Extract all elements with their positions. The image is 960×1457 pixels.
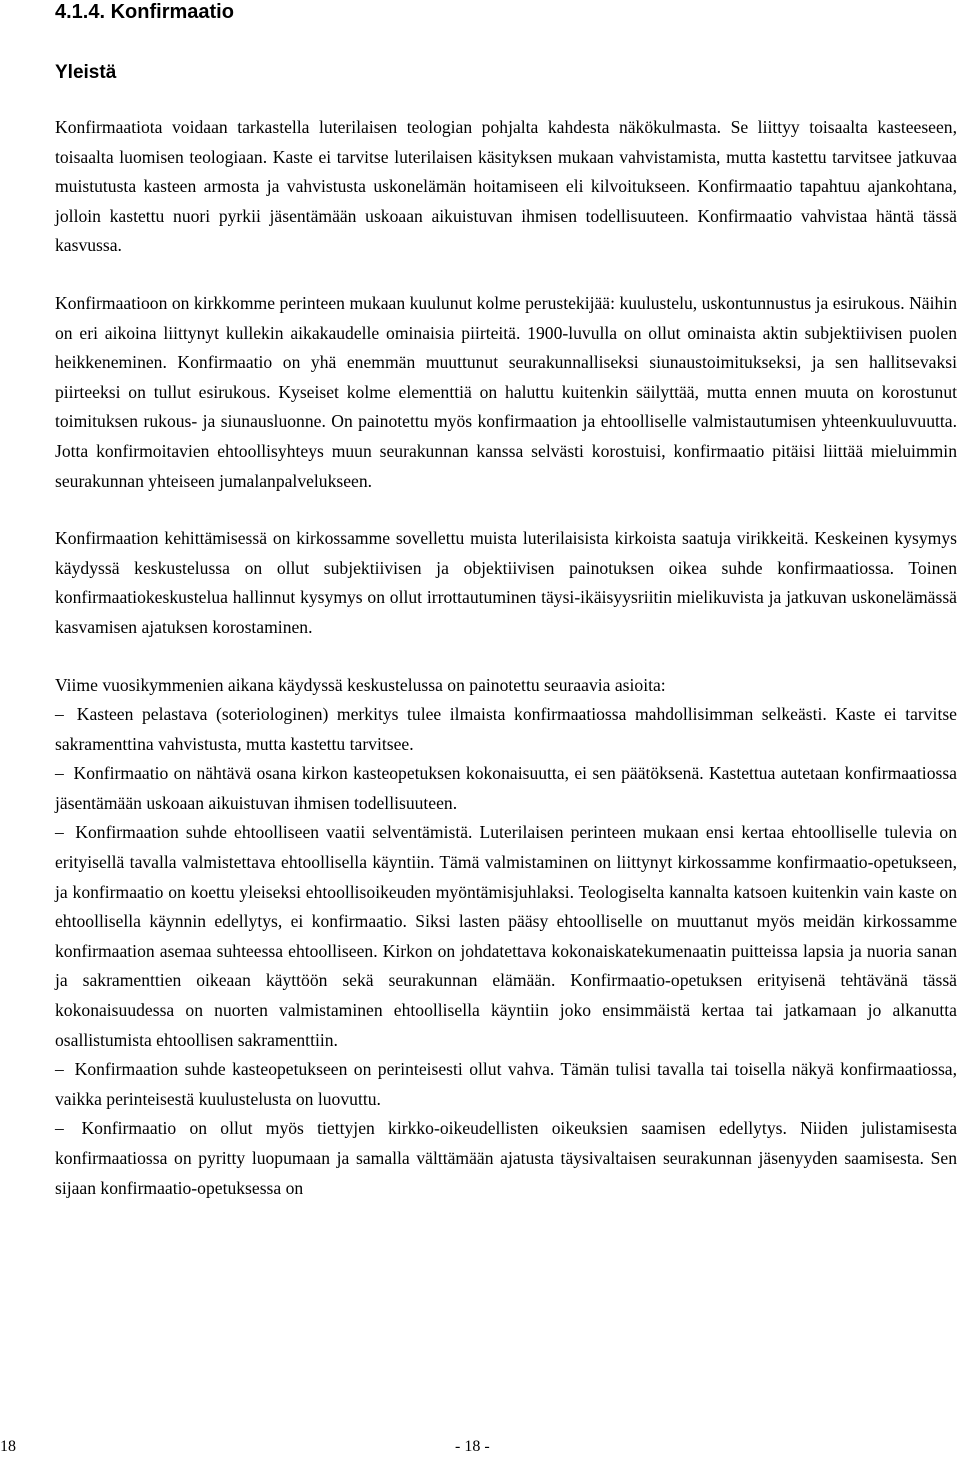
- list-item: [55, 1114, 957, 1203]
- list-item: [55, 818, 957, 1055]
- list-item: [55, 1055, 957, 1114]
- paragraph-1: Konfirmaatiota voidaan tarkastella luterilaisen teologian pohjalta kahdesta näkökulmasta. Se liittyy toisaalta kasteeseen, toisaalta luomisen teologiaan. Kaste ei tarvitse luterilaisen käsityksen mukaan vahvistamista, mutta kastettu tarvitsee jatkuvaa muistutusta kasteen armosta ja vahvistusta uskonelämän hoitamiseen eli kilvoitukseen. Konfirmaatio tapahtuu ajankohtana, jolloin kastettu nuori pyrkii jäsentämään uskoaan aikuistuvan ihmisen todellisuuteen. Konfirmaatio vahvistaa häntä tässä kasvussa.: [55, 117, 957, 256]
- list-item-text: Konfirmaation suhde ehtoolliseen vaatii selventämistä. Luterilaisen perinteen mukaan ensi kertaa ehtoolliselle tulevia on erityisellä tavalla valmistettava ehtoollisella käyntiin. Tämä valmistaminen on liittynyt kirkossamme konfirmaatio-opetukseen, ja konfirmaatio on koettu yleiseksi ehtoollisoikeuden myöntämisjuhlaksi. Teologiselta kannalta katsoen kuitenkin vain kaste on ehtoollisella käynnin edellytys, ei konfirmaatio. Siksi lasten pääsy ehtoolliselle on muuttanut myös meidän kirkossamme konfirmaation asemaa suhteessa ehtoolliseen. Kirkon on johdatettava kokonaiskatekumenaatin puitteissa lapsia ja nuoria sanan ja sakramenttien oikeaan käyttöön sekä seurakunnan elämään. Konfirmaatio-opetuksen erityisenä tehtävänä tässä kokonaisuudessa on nuorten valmistaminen ehtoollisella käyntiin joko ensimmäistä kertaa tai jatkamaan jo alkanutta osallistumista ehtoollisen sakramenttiin.: [55, 822, 957, 1050]
- sub-heading: Yleistä: [55, 62, 117, 83]
- dash-bullet: –: [55, 1118, 64, 1139]
- dash-bullet: –: [55, 763, 64, 784]
- list-item: [55, 700, 957, 759]
- list-item: [55, 759, 957, 818]
- footer-left-number: 18: [0, 1438, 16, 1455]
- body-text: [55, 113, 957, 1203]
- page-number: - 18 -: [455, 1438, 490, 1455]
- dash-bullet: –: [55, 822, 64, 843]
- dash-bullet: –: [55, 1059, 64, 1080]
- list-item-text: Konfirmaatio on ollut myös tiettyjen kirkko-oikeudellisten oikeuksien saamisen edellytys. Niiden julistamisesta konfirmaatiossa on pyritty luopumaan ja samalla välttämään ajatusta täysivaltaisen seurakunnan jäsenyyden saamisesta. Sen sijaan konfirmaatio-opetuksessa on: [55, 1118, 958, 1198]
- list-item-text: Konfirmaation suhde kasteopetukseen on perinteisesti ollut vahva. Tämän tulisi tavalla tai toisella näkyä konfirmaatiossa, vaikka perinteisestä kuulustelusta on luovuttu.: [55, 1059, 957, 1109]
- dash-bullet: –: [55, 704, 64, 725]
- paragraph-2: Konfirmaatioon on kirkkomme perinteen mukaan kuulunut kolme perustekijää: kuulustelu, uskontunnustus ja esirukous. Näihin on eri aikoina liittynyt kullekin aikakaudelle ominaisia piirteitä. 1900-luvulla on ollut ominaista aktin subjektiivisen puolen heikkeneminen. Konfirmaatio on yhä enemmän muuttunut seurakunnalliseksi siunaustoimitukseksi, ja sen hallitsevaksi piirteeksi on tullut esirukous. Kyseiset kolme elementtiä on haluttu kuitenkin säilyttää, mutta ennen muuta on korostunut toimituksen rukous- ja siunausluonne. On painotettu myös konfirmaation ja ehtoolliselle valmistautumisen yhteenkuuluvuutta. Jotta konfirmoitavien ehtoollisyhteys muun seurakunnan kanssa selvästi korostuisi, konfirmaatio pitäisi liittää mieluimmin seurakunnan yhteiseen jumalanpalvelukseen.: [55, 292, 957, 491]
- list-item-text: Konfirmaatio on nähtävä osana kirkon kasteopetuksen kokonaisuutta, ei sen päätöksenä. Kastettua autetaan konfirmaatiossa jäsentämään uskoaan aikuistuvan ihmisen todellisuuteen.: [55, 763, 957, 813]
- list-item-text: Kasteen pelastava (soteriologinen) merkitys tulee ilmaista konfirmaatiossa mahdollisimman selkeästi. Kaste ei tarvitse sakramenttina vahvistusta, mutta kastettu tarvitsee.: [55, 704, 957, 754]
- list-intro: Viime vuosikymmenien aikana käydyssä keskustelussa on painotettu seuraavia asioita:: [55, 674, 666, 695]
- paragraph-3: Konfirmaation kehittämisessä on kirkossamme sovellettu muista luterilaisista kirkoista saatuja virikkeitä. Keskeinen kysymys käydyssä keskustelussa on ollut subjektiivisen ja objektiivisen painotuksen oikea suhde konfirmaatiossa. Toinen konfirmaatiokeskustelua hallinnut kysymys on ollut irrottautuminen täysi-ikäisyysriitin mielikuvista ja jatkuvan uskonelämässä kasvamisen ajatuksen korostaminen.: [55, 528, 957, 637]
- section-heading: 4.1.4. Konfirmaatio: [55, 1, 234, 23]
